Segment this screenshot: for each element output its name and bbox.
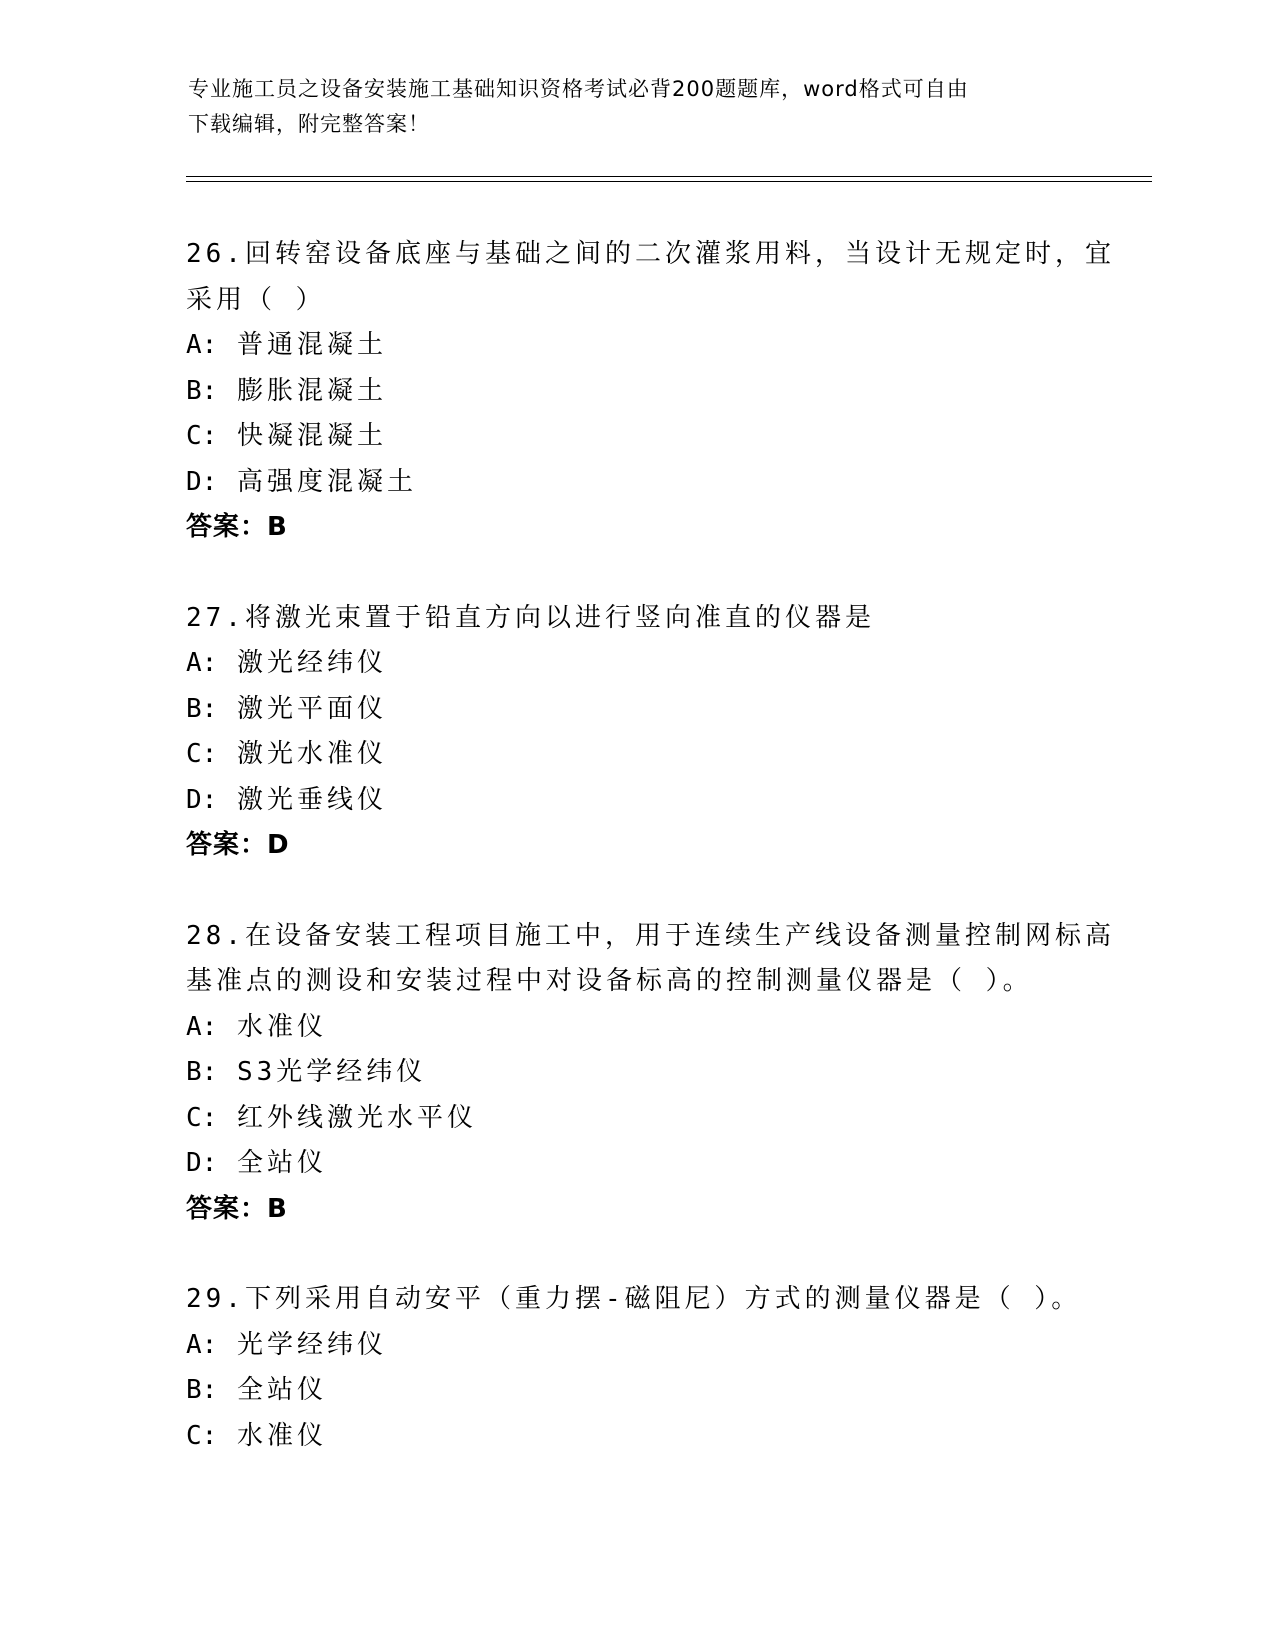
answer-line: 答案：B <box>186 1193 288 1224</box>
header-line-1: 专业施工员之设备安装施工基础知识资格考试必背200题题库，word格式可自由 <box>188 77 969 101</box>
option-letter: D: <box>186 466 218 497</box>
question-text-line: 29.下列采用自动安平（重力摆-磁阻尼）方式的测量仪器是（ ）。 <box>186 1284 1082 1314</box>
answer-line: 答案：D <box>186 830 290 860</box>
option-letter: B: <box>186 375 218 406</box>
option-b <box>186 369 1086 415</box>
option-c <box>186 1414 1086 1460</box>
option-d <box>186 460 1086 506</box>
option-letter: A: <box>186 330 218 360</box>
option-text: 膨胀混凝土 <box>236 375 387 406</box>
question-text-line: 采用（ ） <box>186 284 326 315</box>
option-b <box>186 687 1086 733</box>
option-text: 高强度混凝土 <box>236 466 417 497</box>
question-26 <box>186 232 1115 551</box>
option-text: 红外线激光水平仪 <box>236 1102 477 1133</box>
question-29 <box>186 1277 1086 1459</box>
option-letter: C: <box>186 1420 218 1451</box>
option-letter: B: <box>186 693 218 724</box>
option-c <box>186 732 1086 778</box>
option-letter: A: <box>186 1329 218 1360</box>
option-c <box>186 414 1086 460</box>
option-letter: A: <box>186 1011 218 1042</box>
option-d <box>186 778 1086 824</box>
option-letter: D: <box>186 1148 218 1178</box>
answer-line: 答案：B <box>186 512 288 542</box>
option-text: 全站仪 <box>236 1375 327 1405</box>
option-text: 水准仪 <box>236 1420 327 1451</box>
option-letter: B: <box>186 1375 218 1405</box>
option-c <box>186 1096 1086 1142</box>
question-text-line: 26.回转窑设备底座与基础之间的二次灌浆用料，当设计无规定时，宜 <box>186 239 1115 269</box>
question-28 <box>186 914 1115 1233</box>
option-a <box>186 1005 1086 1051</box>
option-letter: C: <box>186 1102 218 1133</box>
option-text: 激光水准仪 <box>236 739 387 769</box>
option-text: 光学经纬仪 <box>236 1329 387 1360</box>
option-text: 水准仪 <box>236 1011 327 1042</box>
header-divider <box>186 176 1152 182</box>
question-list <box>186 232 1115 1504</box>
option-letter: B: <box>186 1057 218 1087</box>
option-d <box>186 1141 1086 1187</box>
option-text: S3光学经纬仪 <box>236 1057 427 1087</box>
option-text: 快凝混凝土 <box>236 421 387 451</box>
header-line-2: 下载编辑，附完整答案！ <box>188 112 430 136</box>
question-text-line: 28.在设备安装工程项目施工中，用于连续生产线设备测量控制网标高 <box>186 920 1115 951</box>
option-text: 激光平面仪 <box>236 693 387 724</box>
option-a <box>186 641 1086 687</box>
option-letter: D: <box>186 784 218 815</box>
option-text: 全站仪 <box>236 1148 327 1178</box>
option-b <box>186 1050 1086 1096</box>
question-27 <box>186 596 1086 869</box>
option-text: 激光经纬仪 <box>236 648 387 678</box>
option-letter: A: <box>186 648 218 678</box>
option-text: 激光垂线仪 <box>236 784 387 815</box>
option-b <box>186 1368 1086 1414</box>
option-a <box>186 1323 1086 1369</box>
option-a <box>186 323 1086 369</box>
question-text-line: 27.将激光束置于铅直方向以进行竖向准直的仪器是 <box>186 602 875 633</box>
option-text: 普通混凝土 <box>236 330 387 360</box>
document-header <box>188 72 1088 142</box>
question-text-line: 基准点的测设和安装过程中对设备标高的控制测量仪器是（ ）。 <box>186 966 1033 996</box>
option-letter: C: <box>186 421 218 451</box>
option-letter: C: <box>186 739 218 769</box>
